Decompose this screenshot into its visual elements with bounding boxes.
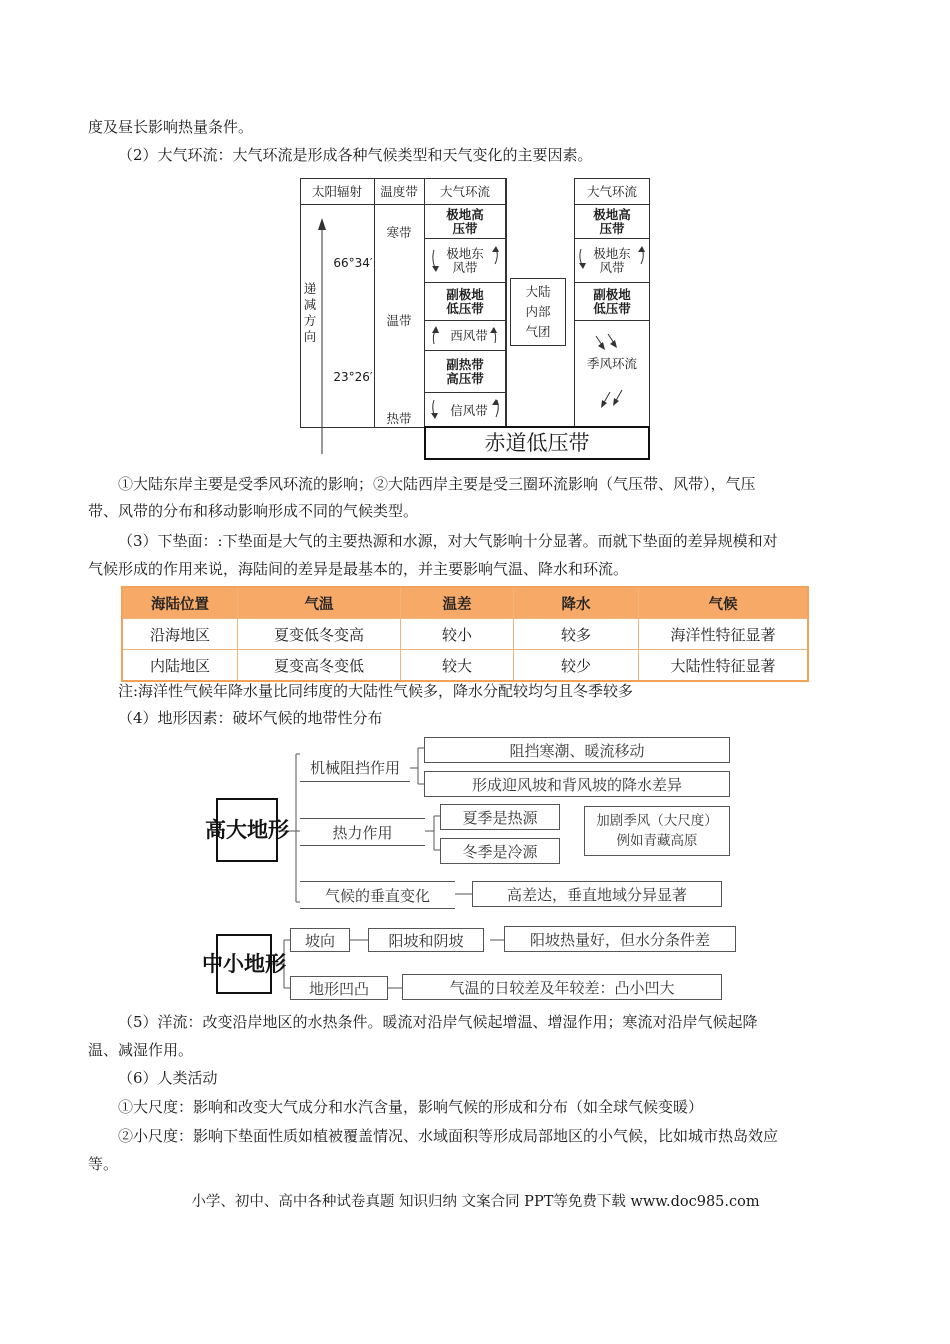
table-cell: 夏变低冬变高 [238,619,401,650]
table-header: 气候 [639,587,809,619]
table-row [122,650,808,682]
small-terrain-box: 中小地形 [216,934,272,994]
table-cell: 大陆性特征显著 [639,650,809,682]
section-heading-terrain: （4）地形因素：破坏气候的地带性分布 [118,709,383,727]
text-line: ②小尺度：影响下垫面性质如植被覆盖情况、水域面积等形成局部地区的小气候，比如城市热岛效应 [118,1127,779,1145]
table-header: 温差 [401,587,514,619]
belt-subtropical-high: 副热带高压带 [424,351,506,393]
vertical-change: 气候的垂直变化 [300,881,455,909]
right-subpolar-low: 副极地低压带 [574,283,650,321]
mech-effect-2: 形成迎风坡和背风坡的降水差异 [424,771,730,797]
text-line: 度及昼长影响热量条件。 [88,118,254,136]
monsoon-circulation: 季风环流 [586,356,637,371]
atmospheric-circulation-figure [300,178,652,462]
table-header: 海陆位置 [122,587,238,619]
vertical-effect: 高差达，垂直地域分异显著 [472,881,722,907]
text-line: 温、减湿作用。 [88,1041,194,1059]
header-solar: 太阳辐射 [311,184,362,199]
right-polar-high: 极地高压带 [574,205,650,239]
belt-subpolar-low: 副极地低压带 [424,283,506,321]
section-heading-human-activity: （6）人类活动 [118,1069,218,1087]
terrain-relief-note: 气温的日较差及年较差：凸小凹大 [402,974,722,1000]
table-cell: 内陆地区 [122,650,238,682]
slope-direction: 坡向 [290,928,350,952]
thermal-winter: 冬季是冷源 [440,838,560,864]
thermal-note-line2: 例如青藏高原 [616,833,698,849]
text-line: ①大尺度：影响和改变大气成分和水汽含量，影响气候的形成和分布（如全球气候变暖） [118,1098,704,1116]
terrain-diagram [202,734,740,1004]
sunny-shady-slope: 阳坡和阴坡 [368,928,484,952]
sea-land-table [121,586,809,682]
table-header: 降水 [514,587,639,619]
sunny-slope-note: 阳坡热量好，但水分条件差 [504,926,736,952]
text-line: 等。 [88,1155,119,1173]
terrain-relief: 地形凹凸 [290,976,388,1000]
table-header-row [122,587,808,619]
section-heading-circulation: （2）大气环流：大气环流是形成各种气候类型和天气变化的主要因素。 [118,146,593,164]
latitude-23: 23°26′ [333,370,373,384]
belt-polar-easterly: 极地东风带 [424,239,506,283]
table-cell: 沿海地区 [122,619,238,650]
zone-frigid: 寒带 [386,225,412,240]
header-temperature-zone: 温度带 [380,184,418,199]
inland-air-mass: 大陆内部气团 [510,278,566,346]
table-header: 气温 [238,587,401,619]
text-line: ①大陆东岸主要是受季风环流的影响；②大陆西岸主要是受三圈环流影响（气压带、风带），气压 [118,475,756,493]
section-heading-ocean-current: （5）洋流：改变沿岸地区的水热条件。暖流对沿岸气候起增温、增湿作用；寒流对沿岸气候起降 [118,1013,758,1031]
section-heading-underlying-surface: （3）下垫面：:下垫面是大气的主要热源和水源，对大气影响十分显著。而就下垫面的差异规模和对 [118,532,778,550]
equatorial-low: 赤道低压带 [424,426,650,460]
thermal-summer: 夏季是热源 [440,804,560,830]
table-cell: 海洋性特征显著 [639,619,809,650]
high-terrain-box: 高大地形 [216,798,278,862]
table-cell: 夏变高冬变低 [238,650,401,682]
header-circulation-left: 大气环流 [439,184,490,199]
decrease-direction-label: 递减方向 [303,281,317,344]
thermal-note-line1: 加剧季风（大尺度） [596,813,718,829]
belt-polar-high: 极地高压带 [424,205,506,239]
zone-tropical: 热带 [386,411,412,426]
header-circulation-right: 大气环流 [586,184,637,199]
zone-temperate: 温带 [386,313,412,328]
page-footer: 小学、初中、高中各种试卷真题 知识归纳 文案合同 PPT等免费下载 www.doc985.com [191,1194,760,1210]
thermal-effect: 热力作用 [300,818,425,846]
text-line: 带、风带的分布和移动影响形成不同的气候类型。 [88,502,419,520]
mech-effect-1: 阻挡寒潮、暖流移动 [424,737,730,763]
table-cell: 较少 [514,650,639,682]
table-note: 注:海洋性气候年降水量比同纬度的大陆性气候多，降水分配较均匀且冬季较多 [118,682,634,700]
belt-trade-wind: 信风带 [450,402,488,418]
table-cell: 较大 [401,650,514,682]
right-polar-easterly: 极地东风带 [574,239,650,283]
mechanical-blocking: 机械阻挡作用 [300,754,410,782]
table-cell: 较小 [401,619,514,650]
latitude-66: 66°34′ [333,256,373,270]
belt-westerly: 西风带 [424,321,506,351]
thermal-note [584,806,730,856]
table-cell: 较多 [514,619,639,650]
table-row [122,619,808,650]
text-line: 气候形成的作用来说，海陆间的差异是最基本的，并主要影响气温、降水和环流。 [88,560,629,578]
